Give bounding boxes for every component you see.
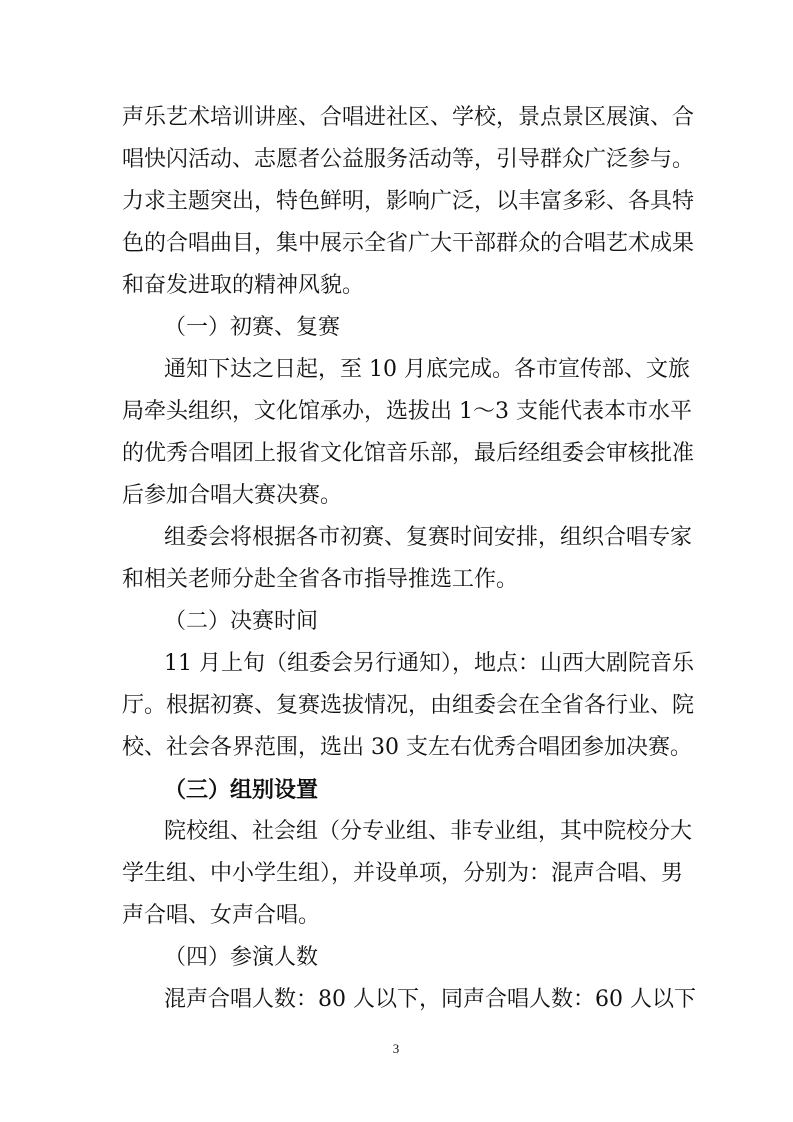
body-text-line: 院校组、社会组（分专业组、非专业组，其中院校分大 xyxy=(164,819,693,844)
section-heading: （一）初赛、复赛 xyxy=(164,315,341,340)
section-heading: （二）决赛时间 xyxy=(164,609,319,634)
body-text-line: 通知下达之日起，至 10 月底完成。各市宣传部、文旅 xyxy=(164,357,690,382)
body-text-line: 色的合唱曲目，集中展示全省广大干部群众的合唱艺术成果 xyxy=(122,231,695,256)
body-text-line: 唱快闪活动、志愿者公益服务活动等，引导群众广泛参与。 xyxy=(122,147,695,172)
body-text-line: 的优秀合唱团上报省文化馆音乐部，最后经组委会审核批准 xyxy=(122,441,695,466)
body-text-line: 和相关老师分赴全省各市指导推选工作。 xyxy=(122,567,519,592)
section-heading: （四）参演人数 xyxy=(164,945,319,970)
body-text-line: 和奋发进取的精神风貌。 xyxy=(122,273,365,298)
body-text-line: 厅。根据初赛、复赛选拔情况，由组委会在全省各行业、院 xyxy=(122,693,695,718)
body-text-line: 力求主题突出，特色鲜明，影响广泛，以丰富多彩、各具特 xyxy=(122,189,695,214)
body-text-line: 局牵头组织，文化馆承办，选拔出 1～3 支能代表本市水平 xyxy=(122,399,692,424)
section-heading: （三）组别设置 xyxy=(164,777,319,803)
body-text-line: 后参加合唱大赛决赛。 xyxy=(122,483,343,508)
body-text-line: 声乐艺术培训讲座、合唱进社区、学校，景点景区展演、合 xyxy=(122,105,695,130)
body-text-line: 组委会将根据各市初赛、复赛时间安排，组织合唱专家 xyxy=(164,525,693,550)
body-text-line: 11 月上旬（组委会另行通知），地点：山西大剧院音乐 xyxy=(164,651,694,676)
body-text-line: 校、社会各界范围，选出 30 支左右优秀合唱团参加决赛。 xyxy=(122,735,692,760)
body-text-line: 混声合唱人数：80 人以下，同声合唱人数：60 人以下 xyxy=(164,987,696,1012)
page-number: 3 xyxy=(392,1041,400,1056)
body-text-line: 声合唱、女声合唱。 xyxy=(122,903,321,928)
body-text-line: 学生组、中小学生组），并设单项，分别为：混声合唱、男 xyxy=(122,861,684,886)
